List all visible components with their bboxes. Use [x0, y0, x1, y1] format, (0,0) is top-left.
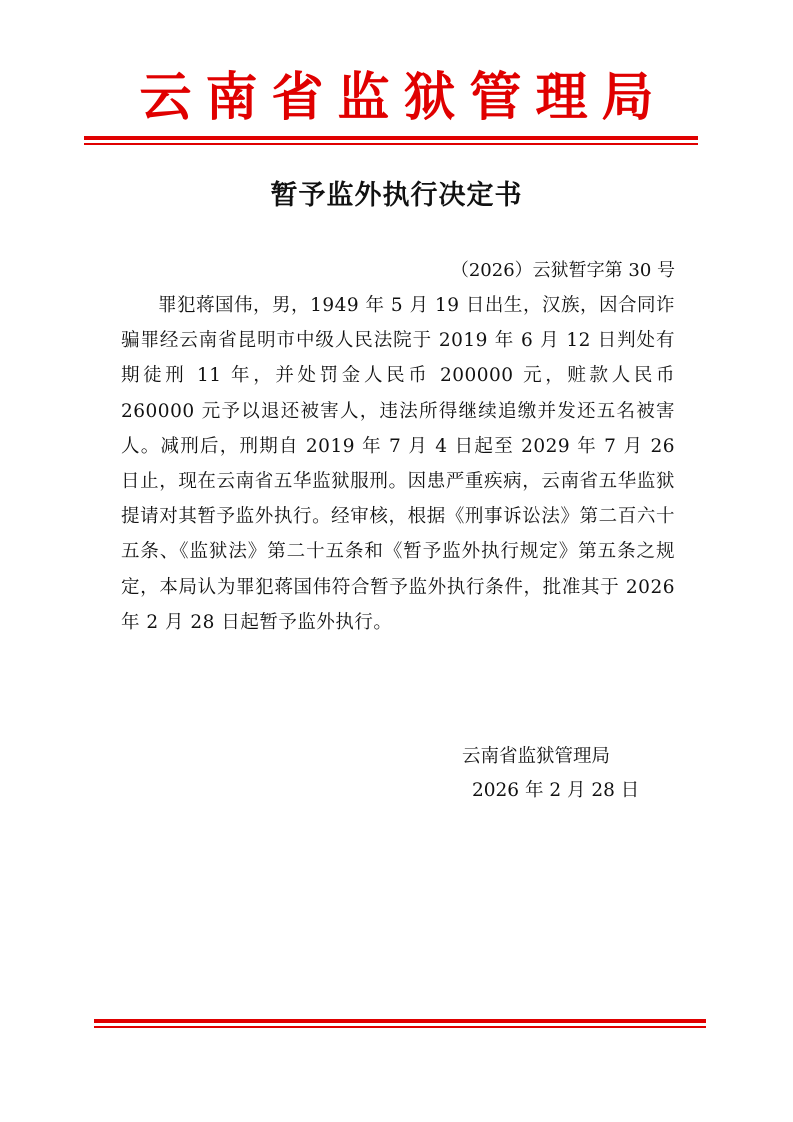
- letterhead-title: 云南省监狱管理局: [139, 68, 668, 128]
- footer-rule-thick: [94, 1019, 706, 1023]
- signature-org: 云南省监狱管理局: [462, 746, 611, 767]
- document-title: 暂予监外执行决定书: [270, 180, 523, 211]
- footer-rule-thin: [94, 1026, 706, 1028]
- document-number: （2026）云狱暂字第 30 号: [450, 260, 675, 281]
- letterhead-rule-thick: [84, 136, 698, 140]
- signature-date: 2026 年 2 月 28 日: [472, 780, 640, 801]
- letterhead-rule-thin: [84, 143, 698, 145]
- document-body: 罪犯蒋国伟，男，1949 年 5 月 19 日出生，汉族，因合同诈骗罪经云南省昆明市中级人民法院于 2019 年 6 月 12 日判处有期徒刑 11 年，并处罚金人民币 200000 元，赃款人民币 260000 元予以退还被害人，违法所得继续追缴并发还五名被害人。减刑后，刑期自 2019 年 7 月 4 日起至 2029 年 7 月 26 日止，现在云南省五华监狱服刑。因患严重疾病，云南省五华监狱提请对其暂予监外执行。经审核，根据《刑事诉讼法》第二百六十五条、《监狱法》第二十五条和《暂予监外执行规定》第五条之规定，本局认为罪犯蒋国伟符合暂予监外执行条件，批准其于 2026 年 2 月 28 日起暂予监外执行。: [121, 295, 675, 633]
